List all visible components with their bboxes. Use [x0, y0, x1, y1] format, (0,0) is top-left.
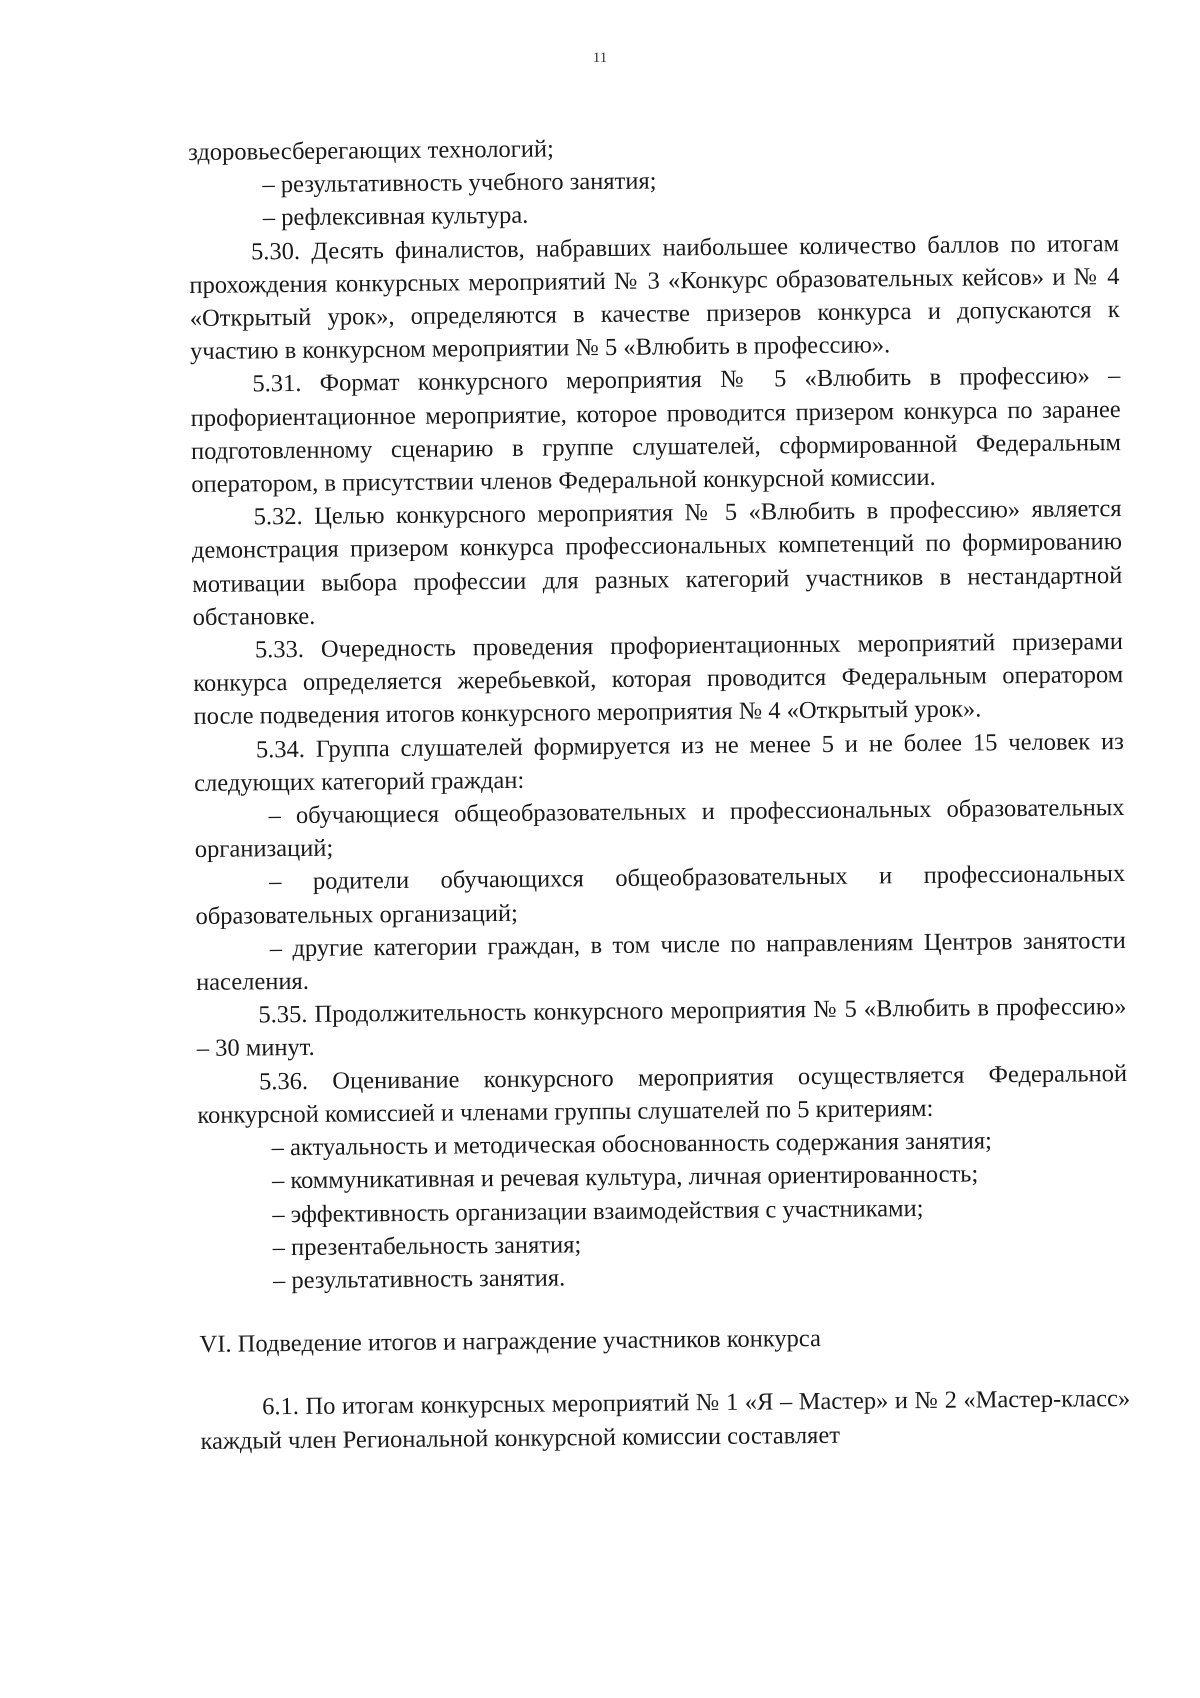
document-body: [188, 127, 1131, 1458]
list-item: – результативность занятия.: [272, 1264, 566, 1295]
list-item: – эффективность организации взаимодействия с участниками;: [272, 1194, 924, 1228]
paragraph-5-31: 5.31. Формат конкурсного мероприятия № 5 «Влюбить в профессию» – профориентационное мероприятие, которое проводится призером конкурса по заранее подготовленному сценарию в группе слушателей, сформированной Федеральным оператором, в присутствии членов Федеральной конкурсной комиссии.: [190, 362, 1122, 499]
list-item: – другие категории граждан, в том числе по направлениям Центров занятости населения.: [195, 926, 1126, 997]
paragraph-5-36: 5.36. Оценивание конкурсного мероприятия осуществляется Федеральной конкурсной комиссией и членами группы слушателей по 5 критериям:: [197, 1059, 1128, 1129]
section-heading: VI. Подведение итогов и награждение участников конкурса: [199, 1325, 822, 1359]
list-item: – актуальность и методическая обоснованность содержания занятия;: [271, 1127, 993, 1162]
paragraph-5-35: 5.35. Продолжительность конкурсного мероприятия № 5 «Влюбить в профессию» – 30 минут.: [196, 993, 1127, 1063]
list-item: – презентабельность занятия;: [272, 1230, 582, 1261]
list-item: – обучающиеся общеобразовательных и профессиональных образовательных организаций;: [194, 794, 1125, 864]
paragraph-6-1: 6.1. По итогам конкурсных мероприятий № 1 «Я – Мастер» и № 2 «Мастер-класс» каждый член Региональной конкурсной комиссии составляет: [200, 1385, 1131, 1455]
page-number: 11: [592, 50, 608, 66]
paragraph-5-33: 5.33. Очередность проведения профориентационных мероприятий призерами конкурса определяется жеребьевкой, которая проводится Федеральным оператором после подведения итогов конкурсного мероприятия № 4 «Открытый урок».: [193, 628, 1124, 731]
list-item: – рефлексивная культура.: [262, 202, 529, 232]
paragraph-5-30: 5.30. Десять финалистов, набравших наибольшее количество баллов по итогам прохождения конкурсных мероприятий № 3 «Конкурс образовательных кейсов» и № 4 «Открытый урок», определяются в качестве призеров конкурса и допускаются к участию в конкурсном мероприятии № 5 «Влюбить в профессию».: [189, 229, 1120, 366]
paragraph-5-32: 5.32. Целью конкурсного мероприятия № 5 «Влюбить в профессию» является демонстрация призером конкурса профессиональных компетенций по формированию мотивации выбора профессии для разных категорий участников в нестандартной обстановке.: [191, 495, 1123, 631]
list-item: – родители обучающихся общеобразовательных и профессиональных образовательных организаций;: [195, 860, 1126, 930]
list-item: – коммуникативная и речевая культура, личная ориентированность;: [271, 1160, 979, 1195]
list-item: – результативность учебного занятия;: [262, 167, 657, 199]
paragraph-5-34: 5.34. Группа слушателей формируется из не менее 5 и не более 15 человек из следующих категорий граждан:: [194, 727, 1124, 797]
list-item-continuation: здоровьесберегающих технологий;: [188, 135, 554, 166]
